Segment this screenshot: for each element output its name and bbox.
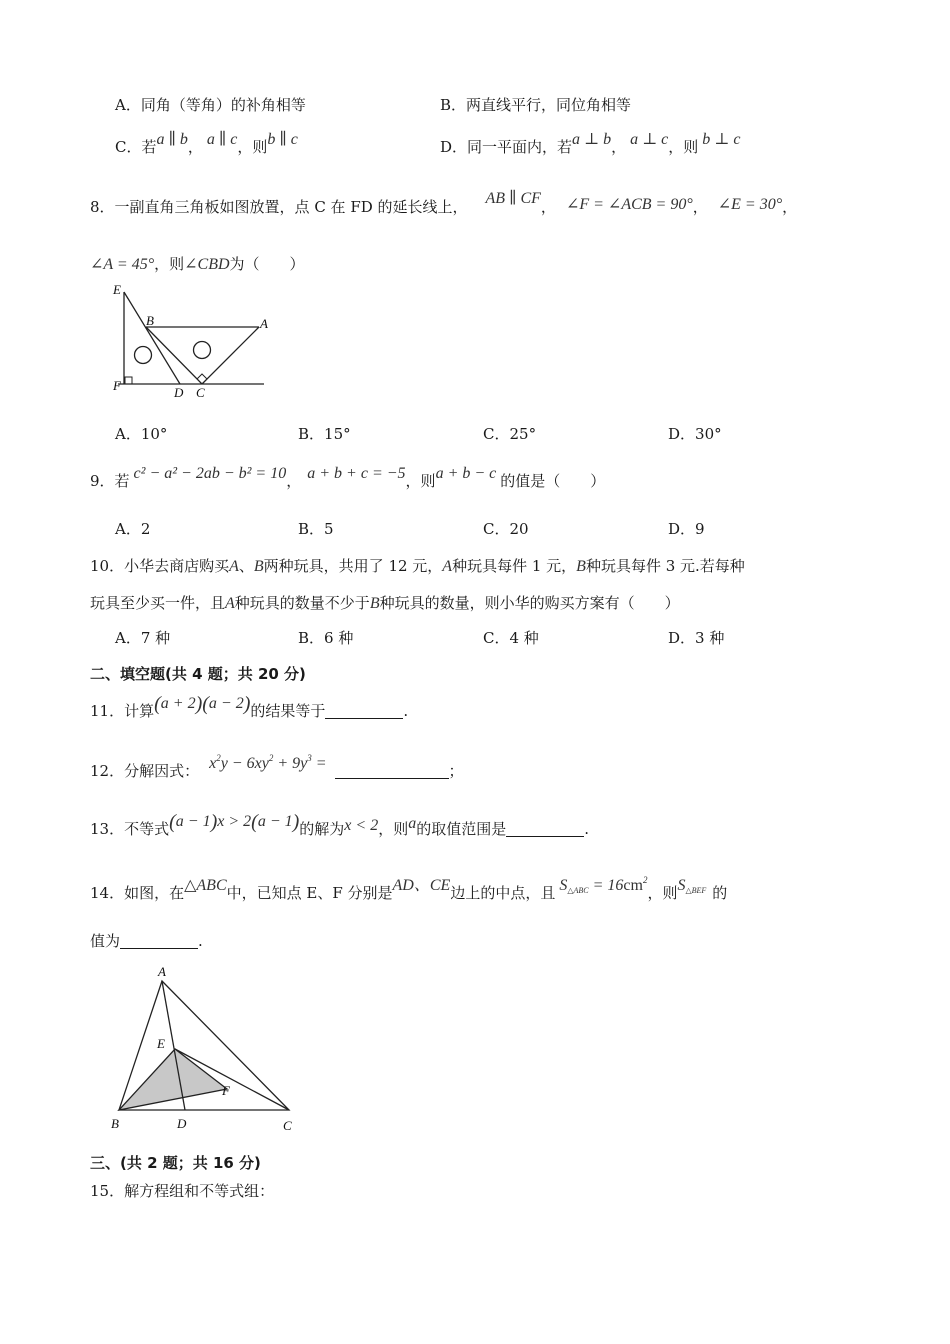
q8-option-a: A．10° <box>115 425 168 443</box>
label-c: C <box>196 385 205 400</box>
q7-option-a: A．同角（等角）的补角相等 <box>115 96 306 114</box>
q10-option-c: C．4 种 <box>483 629 539 647</box>
label-b: B <box>111 1116 119 1131</box>
label-f: F <box>113 378 121 393</box>
label-c: C <box>283 1118 292 1133</box>
label-e: E <box>113 282 121 297</box>
q12-answer-blank[interactable] <box>335 762 449 779</box>
q9-option-d: D．9 <box>668 520 705 538</box>
q9-option-b: B．5 <box>298 520 334 538</box>
q7-option-c-label: C．若 <box>115 138 157 156</box>
section-2-heading: 二、填空题(共 4 题；共 20 分) <box>90 665 306 683</box>
section-3-heading: 三、(共 2 题；共 16 分) <box>90 1154 261 1172</box>
q14-answer-blank[interactable] <box>120 932 198 949</box>
q10-stem-line1: 10．小华去商店购买A、B两种玩具，共用了 12 元，A种玩具每件 1 元，B种玩具每件 3 元.若每种 <box>90 557 745 575</box>
q10-option-a: A．7 种 <box>115 629 171 647</box>
q9-stem: 9．若 c² − a² − 2ab − b² = 10， a + b + c = −5，则a + b − c 的值是（ ） <box>90 465 606 490</box>
q8-stem-line1: 8．一副直角三角板如图放置，点 C 在 FD 的延长线上， AB ∥ CF， ∠F = ∠ACB = 90°， ∠E = 30°， <box>90 190 798 216</box>
q9-option-c: C．20 <box>483 520 529 538</box>
q11-answer-blank[interactable] <box>325 702 403 719</box>
q13-stem: 13．不等式(a − 1)x > 2(a − 1)的解为x < 2，则a的取值范围是 . <box>90 811 590 838</box>
q10-option-d: D．3 种 <box>668 629 725 647</box>
label-d: D <box>174 385 184 400</box>
label-d: D <box>177 1116 187 1131</box>
q9-option-a: A．2 <box>115 520 151 538</box>
q8-figure-set-squares <box>108 282 278 400</box>
q14-figure-triangle <box>105 960 305 1140</box>
label-b: B <box>146 313 154 328</box>
q7-option-c: C．若a ∥ b， a ∥ c，则b ∥ c <box>115 131 298 156</box>
q8-option-c: C．25° <box>483 425 537 443</box>
q8-option-b: B．15° <box>298 425 351 443</box>
q10-stem-line2: 玩具至少买一件，且A种玩具的数量不少于B种玩具的数量，则小华的购买方案有（ ） <box>90 594 680 612</box>
label-a: A <box>158 964 166 979</box>
q15-stem: 15．解方程组和不等式组： <box>90 1182 275 1200</box>
label-e: E <box>157 1036 165 1051</box>
q7-option-d: D．同一平面内，若a ⊥ b， a ⊥ c，则 b ⊥ c <box>440 131 741 156</box>
q7-option-b: B．两直线平行，同位角相等 <box>440 96 632 114</box>
q7-option-d-label: D．同一平面内，若 <box>440 138 573 156</box>
q12-stem: 12．分解因式： $x^2y - 6xy^2 + 9y^3$ = ； <box>90 753 464 780</box>
q13-answer-blank[interactable] <box>506 820 584 837</box>
q11-stem: 11．计算(a + 2)(a − 2)的结果等于 . <box>90 693 409 720</box>
q10-option-b: B．6 种 <box>298 629 354 647</box>
q14-stem-line1: 14．如图，在△ABC中，已知点 E、F 分别是AD、CE边上的中点，且 $S_{\triangle ABC} = 16cm^2$，则$S_{\triangle BEF}$ 的 <box>90 875 728 902</box>
q14-stem-line2: 值为 . <box>90 932 203 950</box>
q8-stem-line2: ∠A = 45°，则∠CBD为（ ） <box>90 255 305 273</box>
q8-option-d: D．30° <box>668 425 722 443</box>
label-f: F <box>222 1083 230 1098</box>
label-a: A <box>260 316 268 331</box>
